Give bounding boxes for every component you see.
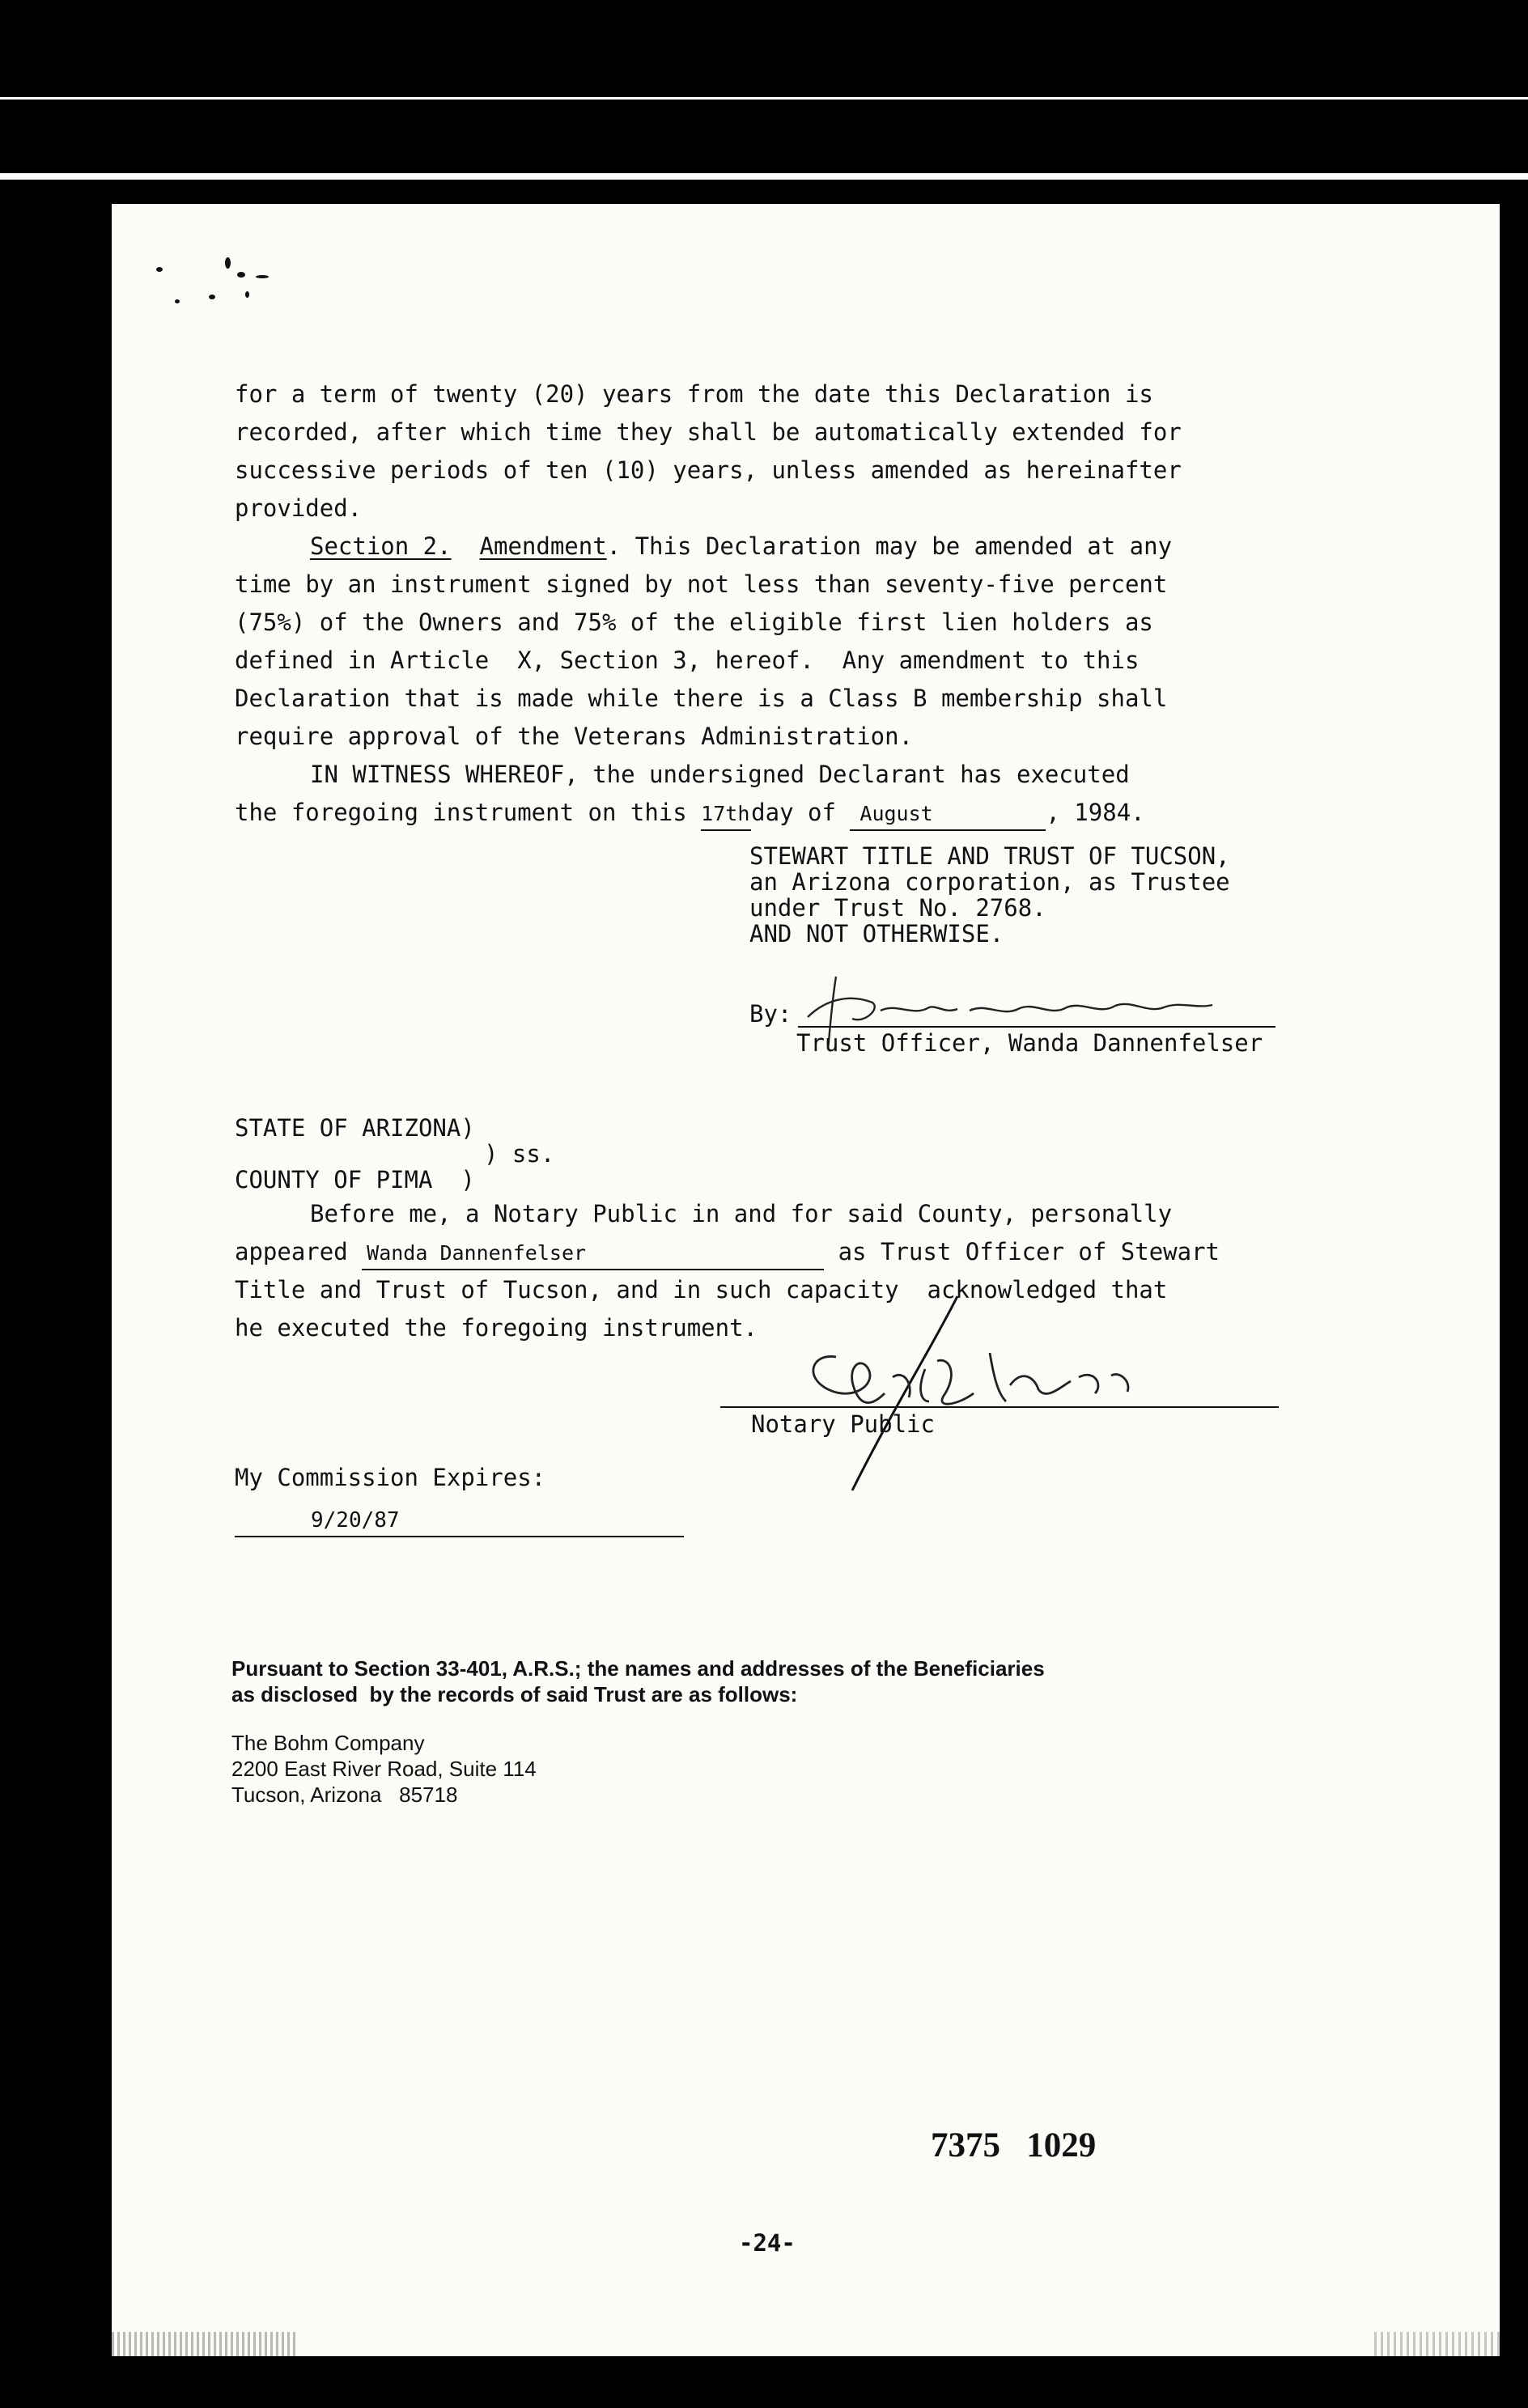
- page-number: -24-: [739, 2229, 796, 2257]
- trustee-line: under Trust No. 2768.: [749, 894, 1046, 922]
- venue-ss: ) ss.: [484, 1140, 555, 1168]
- day-field: 17th: [701, 799, 751, 831]
- section2-label: Section 2.: [310, 532, 452, 560]
- venue-county: COUNTY OF PIMA ): [235, 1166, 475, 1193]
- witness-prefix: the foregoing instrument on this: [235, 799, 702, 826]
- notary-signature: [715, 1280, 1297, 1499]
- section2-line: defined in Article X, Section 3, hereof. Any amendment to this: [235, 647, 1140, 674]
- appeared-rest: as Trust Officer of Stewart: [824, 1238, 1220, 1265]
- scan-speck: [225, 257, 231, 269]
- beneficiary-name: The Bohm Company: [231, 1731, 425, 1755]
- trustee-line: AND NOT OTHERWISE.: [749, 920, 1004, 948]
- section2-line: (75%) of the Owners and 75% of the eligible first lien holders as: [235, 608, 1153, 636]
- scan-speck: [256, 275, 269, 278]
- section2-first-line: [310, 528, 1172, 566]
- notary-line: Title and Trust of Tucson, and in such capacity acknowledged that: [235, 1276, 1168, 1304]
- paragraph-line: for a term of twenty (20) years from the date this Declaration is: [235, 380, 1153, 408]
- scan-speck: [245, 291, 249, 298]
- month-field: [850, 799, 1046, 831]
- by-label: By:: [749, 1000, 792, 1028]
- section2-title: Amendment: [479, 532, 607, 560]
- notary-line: Before me, a Notary Public in and for said County, personally: [310, 1200, 1173, 1227]
- beneficiaries-line: as disclosed by the records of said Trust are as follows:: [231, 1682, 798, 1706]
- scan-speck: [175, 299, 180, 303]
- paragraph-line: successive periods of ten (10) years, unless amended as hereinafter: [235, 456, 1182, 484]
- appeared-label: appeared: [235, 1238, 363, 1265]
- notary-signature-line: [720, 1406, 1279, 1408]
- commission-date: 9/20/87: [311, 1508, 400, 1533]
- section2-first-line-rest: . This Declaration may be amended at any: [606, 532, 1173, 560]
- notary-appeared-line: [235, 1233, 1220, 1271]
- scan-speck: [237, 272, 245, 278]
- scan-speck: [156, 267, 163, 272]
- appeared-name: Wanda Dannenfelser: [367, 1241, 587, 1265]
- section2-line: Declaration that is made while there is a Class B membership shall: [235, 685, 1168, 712]
- beneficiary-address: Tucson, Arizona 85718: [231, 1783, 458, 1807]
- notary-public-label: Notary Public: [751, 1410, 935, 1438]
- trustee-line: STEWART TITLE AND TRUST OF TUCSON,: [749, 842, 1230, 870]
- record-number: 7375 1029: [931, 2126, 1097, 2164]
- beneficiary-address: 2200 East River Road, Suite 114: [231, 1757, 537, 1781]
- witness-line: IN WITNESS WHEREOF, the undersigned Declarant has executed: [310, 761, 1130, 788]
- appeared-name-field: [362, 1238, 824, 1270]
- trustee-line: an Arizona corporation, as Trustee: [749, 868, 1230, 896]
- paragraph-line: provided.: [235, 494, 363, 522]
- document-page: [112, 204, 1500, 2356]
- commission-label: My Commission Expires:: [235, 1464, 546, 1491]
- section2-line: require approval of the Veterans Administration.: [235, 723, 914, 750]
- trust-officer-title: Trust Officer, Wanda Dannenfelser: [796, 1029, 1263, 1057]
- commission-date-line: [235, 1536, 684, 1537]
- scan-line-top: [0, 97, 1528, 100]
- scan-line-lower: [0, 173, 1528, 180]
- month-value: August: [860, 802, 933, 825]
- witness-date-line: [235, 794, 1145, 832]
- section2-line: time by an instrument signed by not less than seventy-five percent: [235, 570, 1168, 598]
- notary-line: he executed the foregoing instrument.: [235, 1314, 758, 1342]
- year-suffix: , 1984.: [1046, 799, 1145, 826]
- paragraph-line: recorded, after which time they shall be automatically extended for: [235, 418, 1182, 446]
- scan-noise-strip: [1374, 2332, 1500, 2356]
- scan-noise-strip: [112, 2332, 298, 2356]
- venue-state: STATE OF ARIZONA): [235, 1114, 475, 1142]
- beneficiaries-line: Pursuant to Section 33-401, A.R.S.; the names and addresses of the Beneficiaries: [231, 1656, 1045, 1681]
- day-of-label: day of: [751, 799, 851, 826]
- scan-speck: [209, 295, 215, 299]
